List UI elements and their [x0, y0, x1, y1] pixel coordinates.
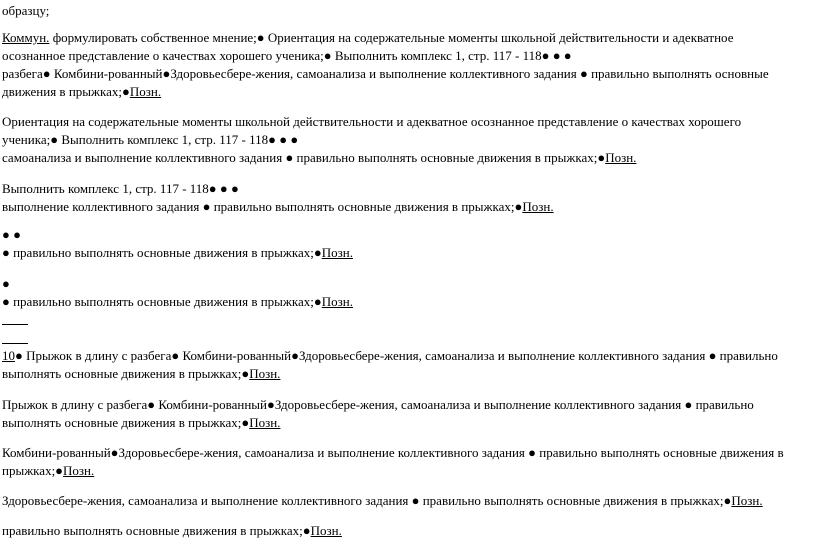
separator-rule [2, 343, 28, 344]
paragraph-4: ● ● ● правильно выполнять основные движения в прыжках;●Позн. [2, 227, 353, 260]
paragraph-7: Прыжок в длину с разбега● Комбини-рованный●Здоровьесбере-жения, самоанализа и выполнение коллективного задания ● правильно выполнять основные движения в прыжках;●Позн. [2, 397, 754, 430]
pozn-link[interactable]: Позн. [605, 150, 637, 165]
pozn-link[interactable]: Позн. [522, 199, 554, 214]
paragraph-8: Комбини-рованный●Здоровьесбере-жения, самоанализа и выполнение коллективного задания ● правильно выполнять основные движения в прыжках;●Позн. [2, 445, 784, 478]
paragraph-10: правильно выполнять основные движения в прыжках;●Позн. [2, 523, 342, 538]
separator-rule [2, 324, 28, 325]
kommun-link[interactable]: Коммун. [2, 30, 50, 45]
pozn-link[interactable]: Позн. [321, 294, 353, 309]
paragraph-9: Здоровьесбере-жения, самоанализа и выполнение коллективного задания ● правильно выполнять основные движения в прыжках;●Позн. [2, 493, 763, 508]
pozn-link[interactable]: Позн. [310, 523, 342, 538]
row-number-link[interactable]: 10 [2, 348, 15, 363]
line-intro: образцу; [2, 3, 50, 18]
paragraph-6: 10● Прыжок в длину с разбега● Комбини-рованный●Здоровьесбере-жения, самоанализа и выполнение коллективного задания ● правильно выполнять основные движения в прыжках;●Позн. [2, 348, 778, 381]
pozn-link[interactable]: Позн. [129, 84, 162, 99]
pozn-link[interactable]: Позн. [249, 415, 281, 430]
pozn-link[interactable]: Позн. [63, 463, 95, 478]
paragraph-1: Коммун. формулировать собственное мнение;● Ориентация на содержательные моменты школьной действительности и адекватное осознанное представление о качествах хорошего ученика;● Выполнить комплекс 1, стр. 117 - 118● ● ● разбега● Комбини-рованный●Здоровьесбере-жения, самоанализа и выполнение коллективного задания ● правильно выполнять основные движения в прыжках;●Позн. [2, 30, 769, 99]
paragraph-2: Ориентация на содержательные моменты школьной действительности и адекватное осознанное представление о качествах хорошего ученика;● Выполнить комплекс 1, стр. 117 - 118● ● ● самоанализа и выполнение коллективного задания ● правильно выполнять основные движения в прыжках;●Позн. [2, 114, 742, 165]
pozn-link[interactable]: Позн. [731, 493, 763, 508]
paragraph-3: Выполнить комплекс 1, стр. 117 - 118● ● ● выполнение коллективного задания ● правильно выполнять основные движения в прыжках;●Позн. [2, 181, 554, 214]
pozn-link[interactable]: Позн. [321, 245, 353, 260]
pozn-link[interactable]: Позн. [249, 366, 281, 381]
paragraph-5: ● ● правильно выполнять основные движения в прыжках;●Позн. [2, 276, 353, 309]
